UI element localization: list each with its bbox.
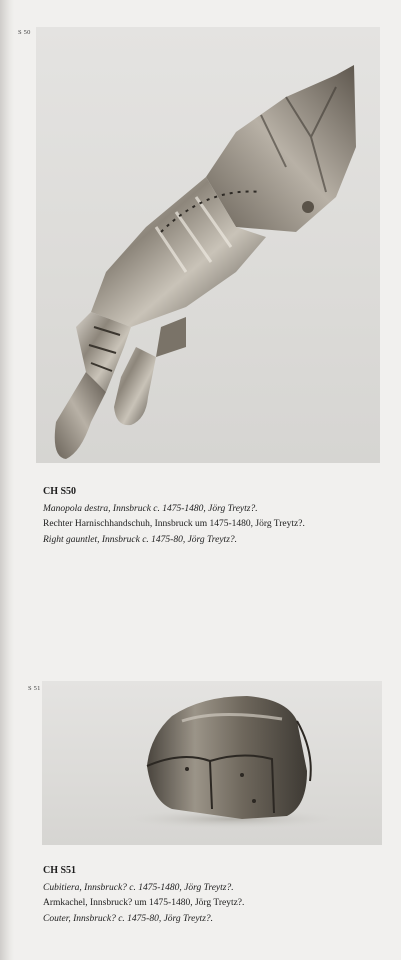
caption-s51 <box>43 863 244 927</box>
title-german: Rechter Harnischhandschuh, Innsbruck um 1475-1480, Jörg Treytz?. <box>43 519 305 530</box>
gauntlet-photo <box>36 27 380 463</box>
catalog-number: CH S50 <box>43 486 77 497</box>
couter-photo <box>42 681 382 845</box>
title-english: Right gauntlet, Innsbruck c. 1475-80, Jörg Treytz?. <box>43 534 238 545</box>
page-gutter-shadow <box>0 0 14 960</box>
couter-image <box>42 681 382 845</box>
title-italian: Cubitiera, Innsbruck? c. 1475-1480, Jörg Treytz?. <box>43 882 234 893</box>
title-german: Armkachel, Innsbruck? um 1475-1480, Jörg Treytz?. <box>43 898 245 909</box>
title-italian: Manopola destra, Innsbruck c. 1475-1480, Jörg Treytz?. <box>43 503 258 514</box>
plate-label: S 50 <box>18 29 31 36</box>
catalog-number: CH S51 <box>43 865 77 876</box>
title-english: Couter, Innsbruck? c. 1475-80, Jörg Treytz?. <box>43 913 214 924</box>
plate-label: S 51 <box>28 685 41 692</box>
caption-s50 <box>43 484 305 548</box>
gauntlet-image <box>36 27 380 463</box>
